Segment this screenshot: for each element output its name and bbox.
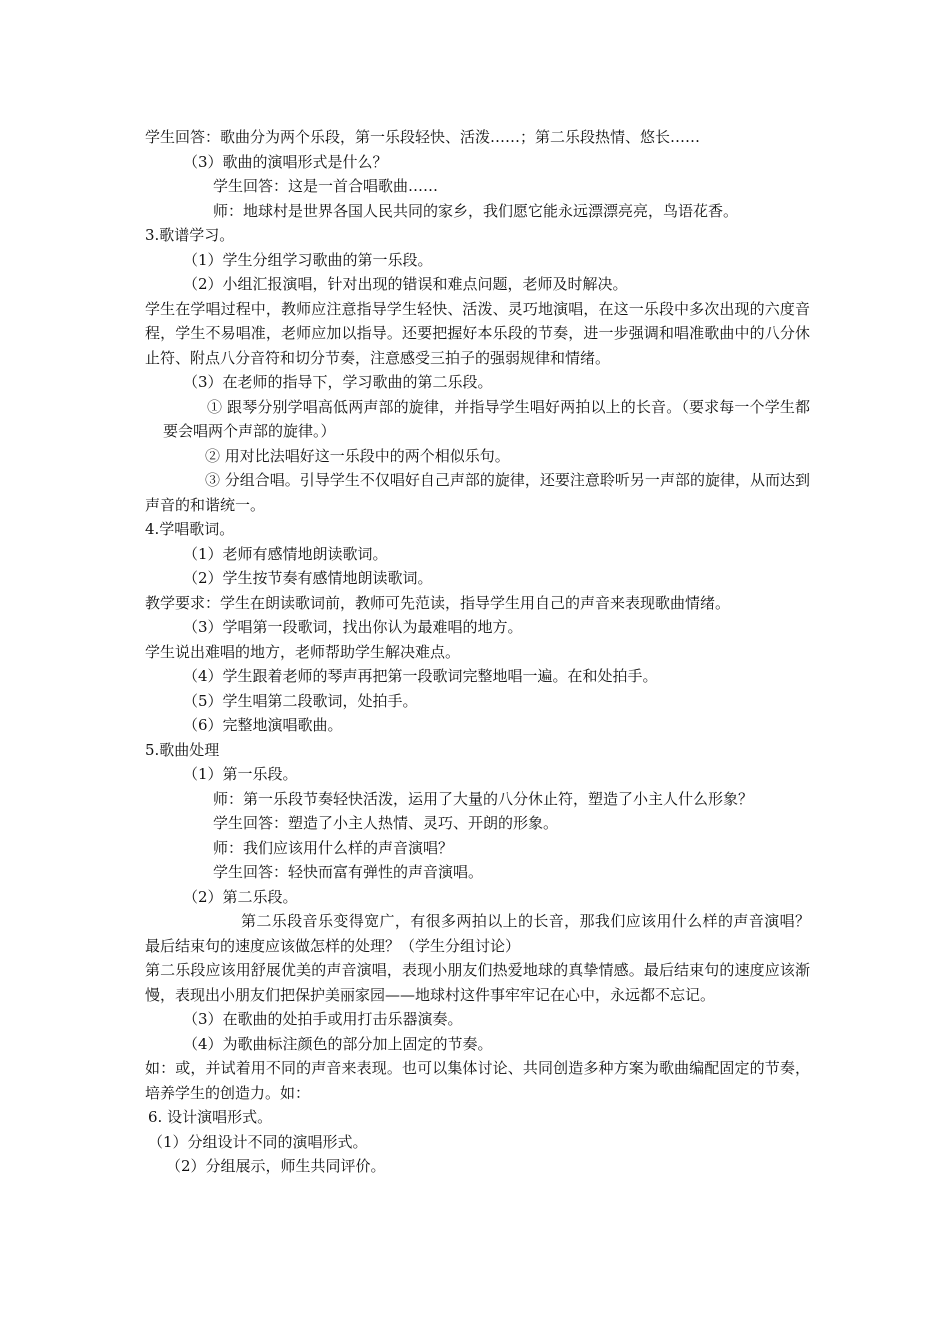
step-present-evaluate: （2）分组展示，师生共同评价。 <box>166 1157 386 1175</box>
step-clap-or-percussion: （3）在歌曲的处拍手或用打击乐器演奏。 <box>183 1010 463 1028</box>
step-students-read-lyrics: （2）学生按节奏有感情地朗读歌词。 <box>183 569 433 587</box>
answer-second-part: 第二乐段应该用舒展优美的声音演唱，表现小朋友们热爱地球的真挚情感。最后结束句的速度应该渐慢，表现出小朋友们把保护美丽家园——地球村这件事牢牢记在心中，永远都不忘记。 <box>145 961 810 1004</box>
student-answer-image: 学生回答：塑造了小主人热情、灵巧、开朗的形象。 <box>213 814 559 832</box>
step-learn-second-part: （3）在老师的指导下，学习歌曲的第二乐段。 <box>183 373 493 391</box>
section-heading-score-learning: 3.歌谱学习。 <box>145 226 235 244</box>
teaching-note-first-part: 学生在学唱过程中，教师应注意指导学生轻快、活泼、灵巧地演唱，在这一乐段中多次出现的六度音程，学生不易唱准，老师应加以指导。还要把握好本乐段的节奏，进一步强调和唱准歌曲中的八分休止符、附点八分音符和切分节奏，注意感受三拍子的强弱规律和情绪。 <box>145 299 810 367</box>
substep-two-voices: ① 跟琴分别学唱高低两声部的旋律，并指导学生唱好两拍以上的长音。（要求每一个学生都要会唱两个声部的旋律。） <box>163 397 810 440</box>
step-sing-with-piano: （4）学生跟着老师的琴声再把第一段歌词完整地唱一遍。在和处拍手。 <box>183 667 658 685</box>
step-sing-first-verse: （3）学唱第一段歌词，找出你认为最难唱的地方。 <box>183 618 523 636</box>
teacher-question-voice: 师：我们应该用什么样的声音演唱？ <box>213 838 454 857</box>
lesson-plan-body <box>145 125 810 1179</box>
step-design-forms: （1）分组设计不同的演唱形式。 <box>148 1132 368 1151</box>
teaching-requirement: 教学要求：学生在朗读歌词前，教师可先范读，指导学生用自己的声音来表现歌曲情绪。 <box>145 593 731 612</box>
note-rhythm-creation: 如：或，并试着用不同的声音来表现。也可以集体讨论、共同创造多种方案为歌曲编配固定的节奏，培养学生的创造力。如： <box>145 1059 810 1102</box>
step-first-part: （1）第一乐段。 <box>183 765 298 783</box>
step-teacher-reads-lyrics: （1）老师有感情地朗读歌词。 <box>183 544 388 563</box>
step-group-learn-first-part: （1）学生分组学习歌曲的第一乐段。 <box>183 250 433 269</box>
section-heading-performance-design: 6. 设计演唱形式。 <box>148 1108 273 1126</box>
student-answer-voice: 学生回答：轻快而富有弹性的声音演唱。 <box>213 863 484 881</box>
step-sing-second-verse: （5）学生唱第二段歌词，处拍手。 <box>183 691 418 710</box>
student-answer-chorus: 学生回答：这是一首合唱歌曲…… <box>213 177 439 195</box>
step-second-part: （2）第二乐段。 <box>183 887 298 906</box>
question-performance-form: （3）歌曲的演唱形式是什么？ <box>183 152 388 171</box>
substep-group-chorus: ③ 分组合唱。引导学生不仅唱好自己声部的旋律，还要注意聆听另一声部的旋律，从而达到声音的和谐统一。 <box>145 471 810 514</box>
substep-compare-phrases: ② 用对比法唱好这一乐段中的两个相似乐句。 <box>205 446 510 465</box>
teacher-question-second-part: 第二乐段音乐变得宽广，有很多两拍以上的长音，那我们应该用什么样的声音演唱？最后结束句的速度应该做怎样的处理？（学生分组讨论） <box>145 912 810 955</box>
section-heading-song-treatment: 5.歌曲处理 <box>145 740 220 759</box>
section-heading-lyrics: 4.学唱歌词。 <box>145 520 235 538</box>
step-group-report: （2）小组汇报演唱，针对出现的错误和难点问题，老师及时解决。 <box>183 275 628 293</box>
teacher-remark-earth-village: 师：地球村是世界各国人民共同的家乡，我们愿它能永远漂漂亮亮，鸟语花香。 <box>213 201 739 220</box>
step-add-rhythm: （4）为歌曲标注颜色的部分加上固定的节奏。 <box>183 1034 493 1053</box>
step-full-performance: （6）完整地演唱歌曲。 <box>183 716 343 734</box>
teacher-question-image: 师：第一乐段节奏轻快活泼，运用了大量的八分休止符，塑造了小主人什么形象？ <box>213 789 754 808</box>
note-difficult-parts: 学生说出难唱的地方，老师帮助学生解决难点。 <box>145 642 461 661</box>
student-answer-sections: 学生回答：歌曲分为两个乐段，第一乐段轻快、活泼……；第二乐段热情、悠长…… <box>145 128 701 146</box>
